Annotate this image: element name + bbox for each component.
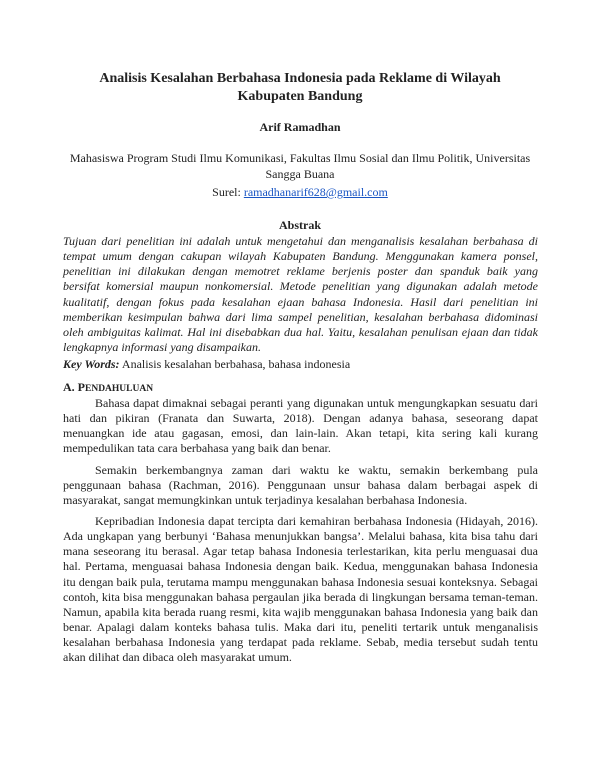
- text-line: mana seseorang itu berasal. Agar tetap bahasa Indonesia terlestarikan, kita perlu menguasai dua: [63, 544, 538, 559]
- text-line: kualitatif, dengan fokus pada kesalahan ejaan bahasa Indonesia. Hasil dari penelitian ini: [63, 294, 538, 309]
- text-line: oleh ambiguitas kalimat. Hal ini disebabkan dua hal. Yaitu, kesalahan penulisan ejaan dan tidak: [63, 324, 538, 339]
- affiliation-line: Sangga Buana: [265, 167, 335, 181]
- text-line: penggunaan bahasa (Rachman, 2016). Penggunaan unsur bahasa dalam berbagai aspek di: [63, 478, 538, 493]
- email-label: Surel:: [212, 185, 244, 199]
- keywords-text: Analisis kesalahan berbahasa, bahasa indonesia: [119, 357, 351, 371]
- text-line: menuangkan ide atau gagasan, emosi, dan lain-lain. Akan tetapi, kita sering kali kurang: [63, 426, 538, 441]
- text-line: hal. Pertama, menguasai bahasa Indonesia dengan baik. Kedua, menggunakan bahasa Indonesia: [63, 559, 538, 574]
- text-line: mempedulikan tata cara berbahasa yang baik dan benar.: [63, 441, 331, 456]
- email-link[interactable]: ramadhanarif628@gmail.com: [243, 185, 388, 199]
- paper-title: [40, 70, 560, 106]
- text-line: bersifat komersial maupun nonkomersial. Metode penelitian yang digunakan adalah metode: [63, 279, 538, 294]
- text-line: memberikan kesimpulan bahwa dari lima sampel penelitian, kesalahan berbahasa didominasi: [63, 309, 538, 324]
- text-line: Semakin berkembangnya zaman dari waktu ke waktu, semakin berkembang pula: [95, 463, 538, 477]
- text-line: Bahasa dapat dimaknai sebagai peranti yang digunakan untuk mengungkapkan sesuatu dari: [95, 396, 538, 410]
- title-line: Kabupaten Bandung: [237, 89, 363, 104]
- section-number: A. P: [63, 380, 85, 394]
- paragraph: [63, 514, 538, 665]
- paragraph: [63, 396, 538, 457]
- text-line: benar. Apalagi dalam konteks bahasa tulis. Maka dari itu, peneliti tertarik untuk menganalisis: [63, 619, 538, 634]
- text-line: masyarakat, sangat memungkinkan untuk terjadinya kesalahan berbahasa Indonesia.: [63, 493, 468, 508]
- text-line: Kepribadian Indonesia dapat tercipta dari kemahiran berbahasa Indonesia (Hidayah, 2016).: [95, 514, 538, 528]
- text-line: tempat umum dengan cakupan wilayah Kabupaten Bandung. Menggunakan kamera ponsel,: [63, 249, 538, 264]
- text-line: Tujuan dari penelitian ini adalah untuk mengetahui dan menganalisis kesalahan berbahasa di: [63, 234, 538, 248]
- text-line: lengkapnya informasi yang disampaikan.: [63, 339, 261, 354]
- text-line: contoh, kita bisa menggunakan bahasa pergaulan jika berada di lingkungan bersama teman-teman.: [63, 589, 538, 604]
- keywords: [63, 357, 350, 372]
- section-title: ENDAHULUAN: [85, 384, 154, 394]
- text-line: itu dengan baik pula, terutama mampu menggunakan bahasa Indonesia sesuai konteksnya. Sebagai: [63, 574, 538, 589]
- author-name: Arif Ramadhan: [259, 120, 341, 134]
- text-line: akan dilihat dan dibaca oleh masyarakat umum.: [63, 650, 292, 665]
- keywords-label: Key Words:: [63, 357, 120, 371]
- paragraph: [63, 463, 538, 508]
- text-line: Ada ungkapan yang berbunyi ‘Bahasa menunjukkan bangsa’. Melalui bahasa, kita bisa tahu dari: [63, 529, 538, 544]
- abstract-text: [63, 234, 538, 355]
- affiliation: [40, 150, 560, 200]
- section-heading: [63, 380, 153, 395]
- text-line: penelitian ini dilakukan dengan memotret reklame berjenis poster dan spanduk baik yang: [63, 264, 538, 279]
- text-line: Namun, apabila kita berada ruang resmi, kita wajib menggunakan bahasa Indonesia yang baik dan: [63, 604, 538, 619]
- title-line: Analisis Kesalahan Berbahasa Indonesia pada Reklame di Wilayah: [99, 71, 501, 86]
- email-line: [40, 184, 560, 200]
- text-line: hati dan pikiran (Franata dan Suwarta, 2018). Dengan adanya bahasa, seseorang dapat: [63, 411, 538, 426]
- text-line: kesalahan berbahasa Indonesia yang terdapat pada reklame. Sebab, media tersebut sudah tentu: [63, 635, 538, 650]
- abstract-heading: Abstrak: [278, 218, 321, 232]
- affiliation-line: Mahasiswa Program Studi Ilmu Komunikasi, Fakultas Ilmu Sosial dan Ilmu Politik, Universitas: [69, 151, 531, 165]
